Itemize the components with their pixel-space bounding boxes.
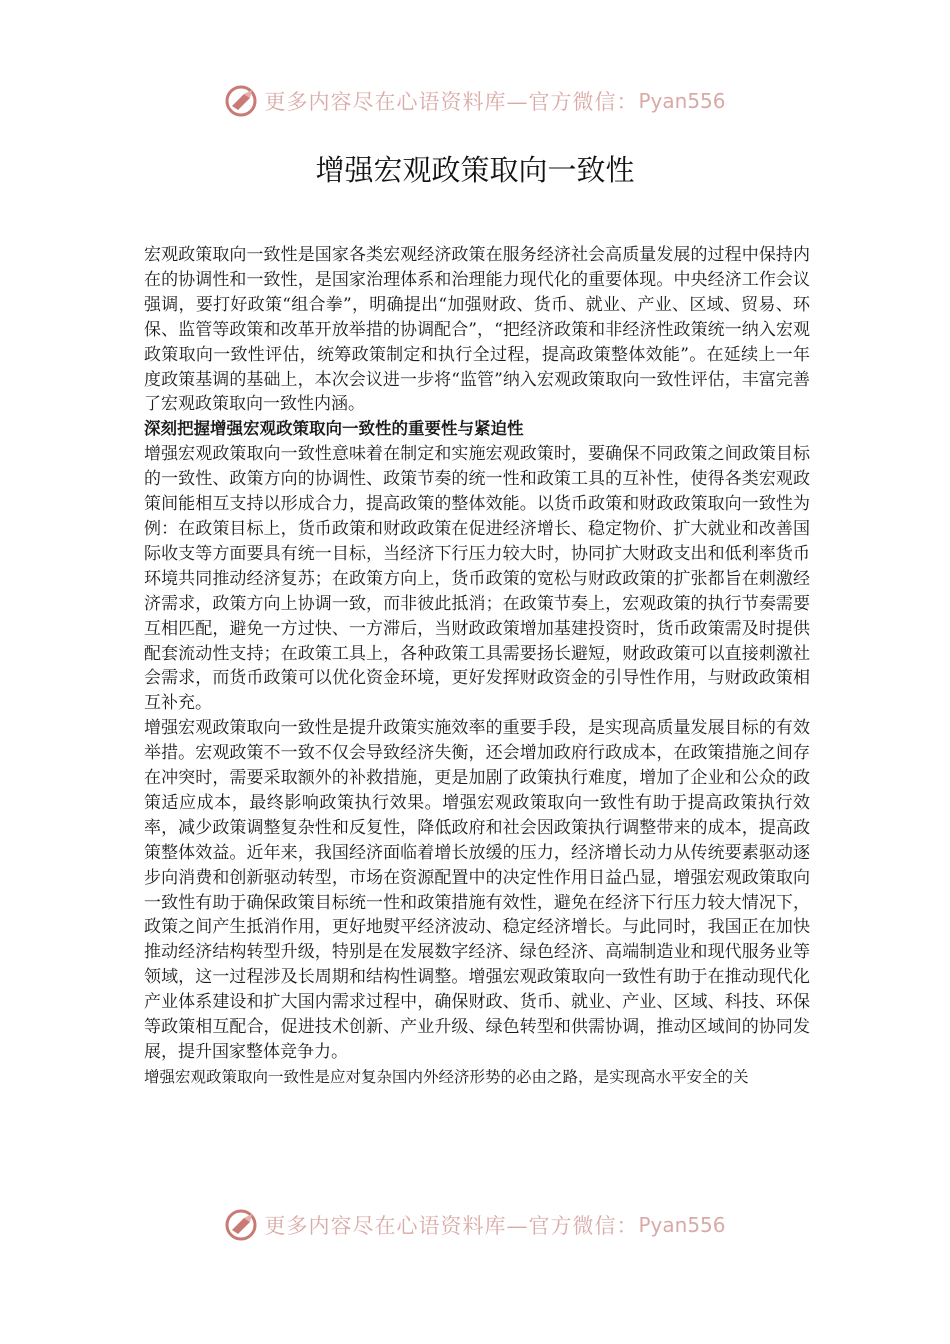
watermark-text: 更多内容尽在心语资料库—官方微信： (264, 90, 639, 114)
watermark-text: 更多内容尽在心语资料库—官方微信： (264, 1214, 639, 1238)
paragraph-continued: 增强宏观政策取向一致性是应对复杂国内外经济形势的必由之路，是实现高水平安全的关 (144, 1067, 749, 1086)
watermark-wechat-id: Pyan556 (638, 89, 726, 113)
document-title: 增强宏观政策取向一致性 (315, 153, 635, 187)
watermark-footer (0, 1208, 950, 1242)
document-body (144, 243, 810, 1090)
watermark-wechat-id: Pyan556 (638, 1213, 726, 1237)
paragraph-body-1: 增强宏观政策取向一致性意味着在制定和实施宏观政策时，要确保不同政策之间政策目标的一致性、政策方向的协调性、政策节奏的统一性和政策工具的互补性，使得各类宏观政策间能相互支持以形成合力，提高政策的整体效能。以货币政策和财政政策取向一致性为例：在政策目标上，货币政策和财政政策在促进经济增长、稳定物价、扩大就业和改善国际收支等方面要具有统一目标，当经济下行压力较大时，协同扩大财政支出和低利率货币环境共同推动经济复苏；在政策方向上，货币政策的宽松与财政政策的扩张都旨在刺激经济需求，政策方向上协调一致，而非彼此抵消；在政策节奏上，宏观政策的执行节奏需要互相匹配，避免一方过快、一方滞后，当财政政策增加基建投资时，货币政策需及时提供配套流动性支持；在政策工具上，各种政策工具需要扬长避短，财政政策可以直接刺激社会需求，而货币政策可以优化资金环境，更好发挥财政资金的引导性作用，与财政政策相互补充。 (144, 444, 810, 714)
brush-logo-icon (224, 84, 258, 118)
paragraph-body-2: 增强宏观政策取向一致性是提升政策实施效率的重要手段，是实现高质量发展目标的有效举措。宏观政策不一致不仅会导致经济失衡，还会增加政府行政成本，在政策措施之间存在冲突时，需要采取额外的补救措施，更是加剧了政策执行难度，增加了企业和公众的政策适应成本，最终影响政策执行效果。增强宏观政策取向一致性有助于提高政策执行效率，减少政策调整复杂性和反复性，降低政府和社会因政策执行调整带来的成本，提高政策整体效益。近年来，我国经济面临着增长放缓的压力，经济增长动力从传统要素驱动逐步向消费和创新驱动转型，市场在资源配置中的决定性作用日益凸显，增强宏观政策取向一致性有助于确保政策目标统一性和政策措施有效性，避免在经济下行压力较大情况下，政策之间产生抵消作用，更好地熨平经济波动、稳定经济增长。与此同时，我国正在加快推动经济结构转型升级，特别是在发展数字经济、绿色经济、高端制造业和现代服务业等领域，这一过程涉及长周期和结构性调整。增强宏观政策取向一致性有助于在推动现代化产业体系建设和扩大国内需求过程中，确保财政、货币、就业、产业、区域、科技、环保等政策相互配合，促进技术创新、产业升级、绿色转型和供需协调，推动区域间的协同发展，提升国家整体竞争力。 (144, 718, 810, 1062)
paragraph-intro: 宏观政策取向一致性是国家各类宏观经济政策在服务经济社会高质量发展的过程中保持内在的协调性和一致性，是国家治理体系和治理能力现代化的重要体现。中央经济工作会议强调，要打好政策“组合拳”，明确提出“加强财政、货币、就业、产业、区域、贸易、环保、监管等政策和改革开放举措的协调配合”，“把经济政策和非经济性政策统一纳入宏观政策取向一致性评估，统筹政策制定和执行全过程，提高政策整体效能”。在延续上一年度政策基调的基础上，本次会议进一步将“监管”纳入宏观政策取向一致性评估，丰富完善了宏观政策取向一致性内涵。 (144, 245, 810, 415)
watermark-header (0, 84, 950, 118)
brush-logo-icon (224, 1208, 258, 1242)
section-heading: 深刻把握增强宏观政策取向一致性的重要性与紧迫性 (144, 419, 524, 439)
